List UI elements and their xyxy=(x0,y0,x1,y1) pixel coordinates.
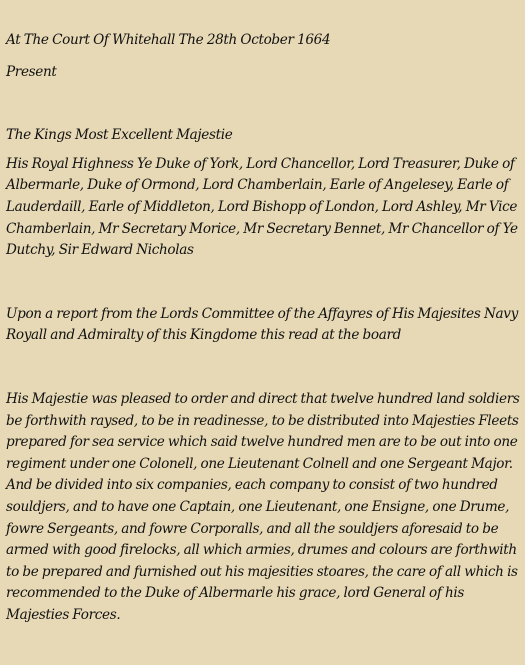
report-paragraph: Upon a report from the Lords Committee of the Affayres of His Majesites Navy Royall and Admiralty of this Kingdome this read at the board xyxy=(6,305,518,344)
present-label: Present xyxy=(6,63,57,80)
king-line: The Kings Most Excellent Majestie xyxy=(6,127,233,144)
document-heading: At The Court Of Whitehall The 28th October 1664 xyxy=(6,32,331,48)
order-paragraph: His Majestie was pleased to order and direct that twelve hundred land soldiers be forthwith raysed, to be in readinesse, to be distributed into Majesties Fleets prepared for sea service which said twelve hundred men are to be out into one regiment under one Colonell, one Lieutenant Colnell and one Sergeant Major. And be divided into six companies, each company to consist of two hundred souldjers, and to have one Captain, one Lieutenant, one Ensigne, one Drume, fowre Sergeants, and fowre Corporalls, and all the souldjers aforesaid to be armed with good firelocks, all which armies, drumes and colours are forthwith to be prepared and furnished out his majesities stoares, the care of all which is recommended to the Duke of Albermarle his grace, lord General of his Majesties Forces. xyxy=(6,390,520,623)
attendees-paragraph: His Royal Highness Ye Duke of York, Lord Chancellor, Lord Treasurer, Duke of Albermarle, Duke of Ormond, Lord Chamberlain, Earle of Angelesey, Earle of Lauderdaill, Earle of Middleton, Lord Bishopp of London, Lord Ashley, Mr Vice Chamberlain, Mr Secretary Morice, Mr Secretary Bennet, Mr Chancellor of Ye Dutchy, Sir Edward Nicholas xyxy=(6,155,518,259)
